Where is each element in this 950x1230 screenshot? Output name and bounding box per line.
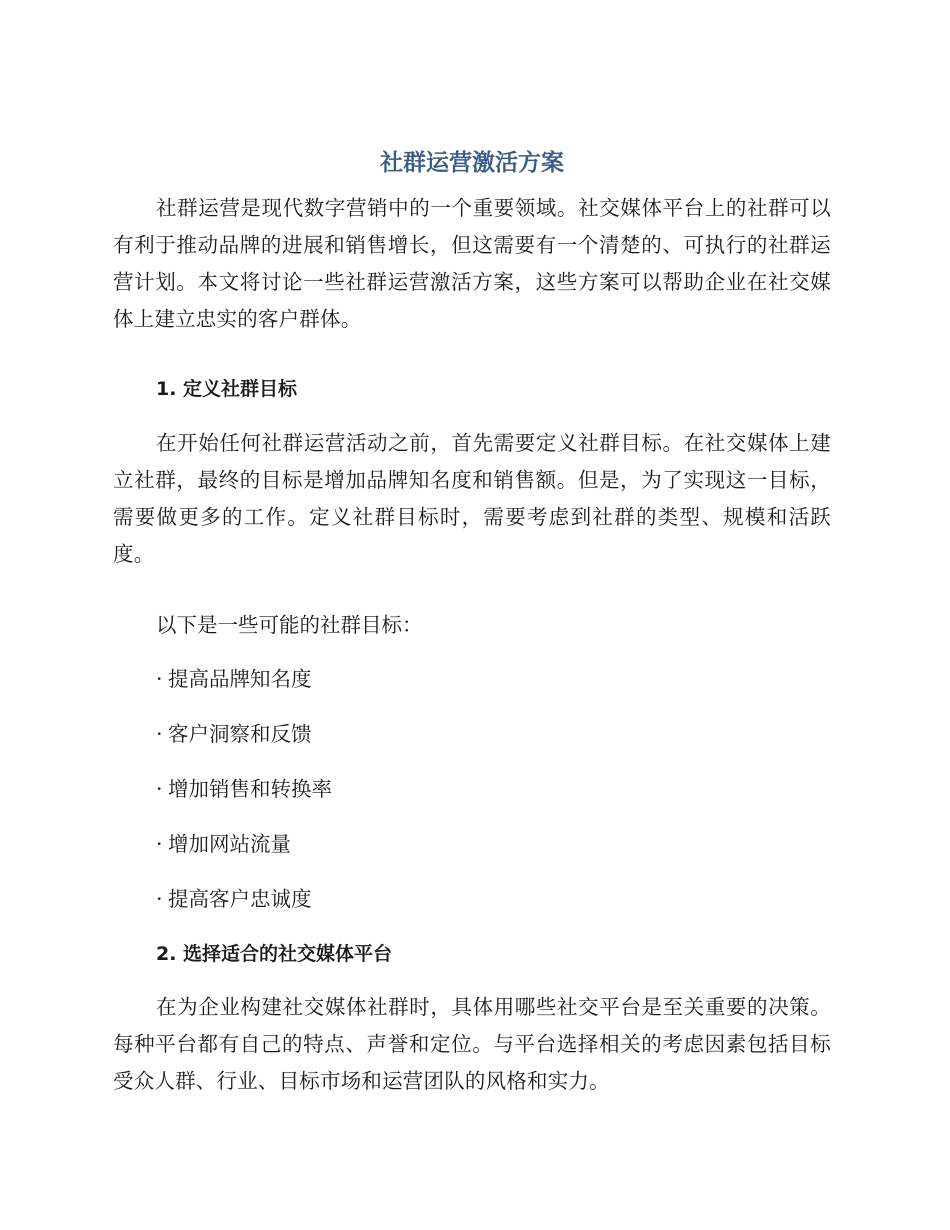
section-2-paragraph: 在为企业构建社交媒体社群时，具体用哪些社交平台是至关重要的决策。每种平台都有自己的特点、声誉和定位。与平台选择相关的考虑因素包括目标受众人群、行业、目标市场和运营团队的风格和实力。 [113, 995, 831, 1093]
list-item-text: 增加网站流量 [168, 832, 291, 856]
document-title: 社群运营激活方案 [380, 150, 564, 176]
bullet-icon: · [156, 887, 163, 911]
list-item [156, 719, 312, 749]
list-item [156, 664, 312, 694]
section-1-paragraph: 在开始任何社群运营活动之前，首先需要定义社群目标。在社交媒体上建立社群，最终的目标是增加品牌知名度和销售额。但是，为了实现这一目标，需要做更多的工作。定义社群目标时，需要考虑到社群的类型、规模和活跃度。 [113, 431, 831, 566]
list-item-text: 增加销售和转换率 [168, 777, 332, 801]
bullet-icon: · [156, 777, 163, 801]
goals-list-intro: 以下是一些可能的社群目标： [156, 613, 423, 637]
section-1-heading: 1. 定义社群目标 [156, 378, 298, 400]
list-item [156, 774, 332, 804]
intro-paragraph: 社群运营是现代数字营销中的一个重要领域。社交媒体平台上的社群可以有利于推动品牌的进展和销售增长，但这需要有一个清楚的、可执行的社群运营计划。本文将讨论一些社群运营激活方案，这些方案可以帮助企业在社交媒体上建立忠实的客户群体。 [113, 196, 831, 331]
bullet-icon: · [156, 667, 163, 691]
bullet-icon: · [156, 832, 163, 856]
list-item [156, 829, 291, 859]
list-item-text: 提高品牌知名度 [168, 667, 312, 691]
section-2-heading: 2. 选择适合的社交媒体平台 [156, 943, 393, 965]
list-item [156, 884, 312, 914]
bullet-icon: · [156, 722, 163, 746]
list-item-text: 客户洞察和反馈 [168, 722, 312, 746]
list-item-text: 提高客户忠诚度 [168, 887, 312, 911]
